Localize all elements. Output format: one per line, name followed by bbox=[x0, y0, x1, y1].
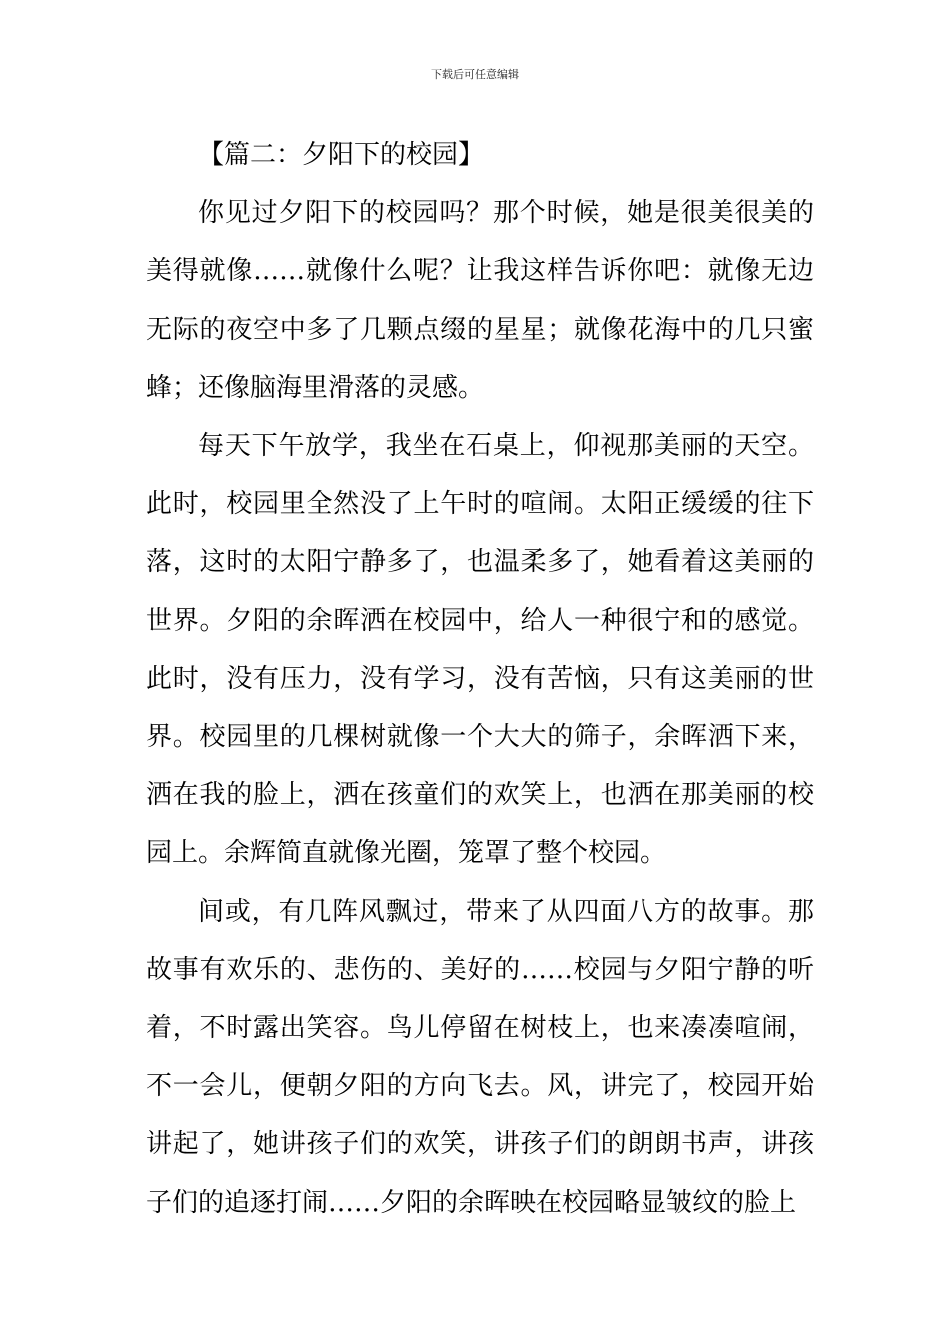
page-header-note: 下载后可任意编辑 bbox=[431, 68, 519, 81]
paragraph-2: 每天下午放学，我坐在石桌上，仰视那美丽的天空。此时，校园里全然没了上午时的喧闹。太阳正缓缓的往下落，这时的太阳宁静多了，也温柔多了，她看着这美丽的世界。夕阳的余晖洒在校园中，给人一种很宁和的感觉。此时，没有压力，没有学习，没有苦恼，只有这美丽的世界。校园里的几棵树就像一个大大的筛子，余晖洒下来，洒在我的脸上，洒在孩童们的欢笑上，也洒在那美丽的校园上。余辉简直就像光圈，笼罩了整个校园。 bbox=[146, 431, 814, 869]
paragraph-3: 间或，有几阵风飘过，带来了从四面八方的故事。那故事有欢乐的、悲伤的、美好的……校园与夕阳宁静的听着，不时露出笑容。鸟儿停留在树枝上，也来凑凑喧闹，不一会儿，便朝夕阳的方向飞去。风，讲完了，校园开始讲起了，她讲孩子们的欢笑，讲孩子们的朗朗书声，讲孩子们的追逐打闹……夕阳的余晖映在校园略显皱纹的脸上 bbox=[146, 896, 814, 1218]
paragraph-1: 你见过夕阳下的校园吗？那个时候，她是很美很美的美得就像……就像什么呢？让我这样告诉你吧：就像无边无际的夜空中多了几颗点缀的星星；就像花海中的几只蜜蜂；还像脑海里滑落的灵感。 bbox=[146, 198, 814, 403]
article-body bbox=[146, 126, 814, 1232]
article-title: 【篇二：夕阳下的校园】 bbox=[198, 140, 485, 170]
